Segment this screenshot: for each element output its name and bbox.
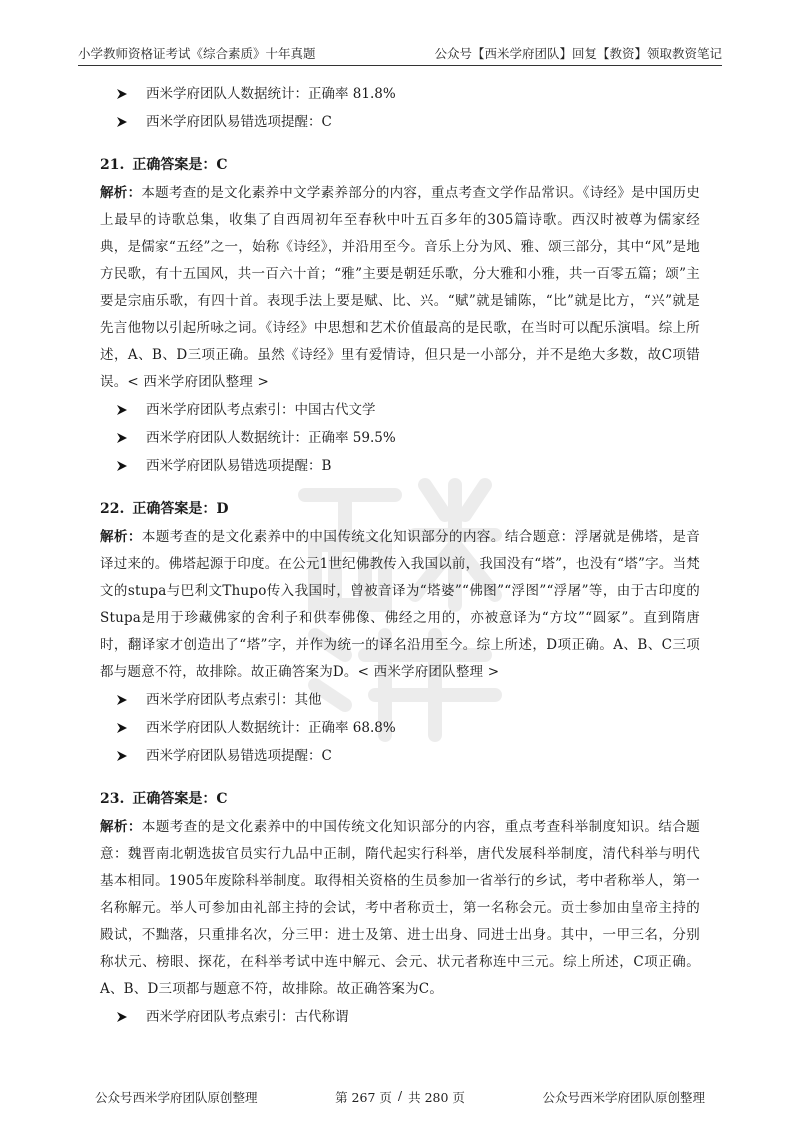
arrow-bullet-icon [116,88,128,100]
arrow-bullet-icon [116,460,128,472]
arrow-bullet-icon [116,404,128,416]
bullet-item [100,424,700,452]
bullet-item [100,80,700,108]
arrow-bullet-icon [116,694,128,706]
bullet-text: 西米学府团队易错选项提醒：C [146,113,332,130]
bullet-text: 西米学府团队人数据统计：正确率 59.5% [146,429,396,446]
bullet-text: 西米学府团队考点索引：古代称谓 [146,1008,349,1025]
arrow-bullet-icon [116,722,128,734]
header-left-title: 小学教师资格证考试《综合素质》十年真题 [78,46,316,61]
bullet-item [100,742,700,770]
bullet-text: 西米学府团队人数据统计：正确率 81.8% [146,85,396,102]
arrow-bullet-icon [116,750,128,762]
bullet-item [100,452,700,480]
q22-analysis-label: 解析： [100,529,142,545]
q21-analysis [100,180,700,396]
q23-analysis-text: 本题考查的是文化素养中的中国传统文化知识部分的内容，重点考查科举制度知识。结合题意：魏晋南北朝选拔官员实行九品中正制，隋代起实行科举，唐代发展科举制度，清代科举与明代基本相同。1905年废除科举制度。取得相关资格的生员参加一省举行的乡试，考中者称举人，第一名称解元。举人可参加由礼部主持的会试，考中者称贡士，第一名称会元。贡士参加由皇帝主持的殿试，不黜落，只重排名次，分三甲：进士及第、进士出身、同进士出身。其中，一甲三名，分别称状元、榜眼、探花，在科举考试中连中解元、会元、状元者称连中三元。综上所述，C项正确。A、B、D三项都与题意不符，故排除。故正确答案为C。 [100,819,701,997]
arrow-bullet-icon [116,1011,128,1023]
q23-analysis [100,814,700,1003]
bullet-text: 西米学府团队易错选项提醒：C [146,747,332,764]
q21-analysis-label: 解析： [100,185,142,201]
bullet-item [100,686,700,714]
q23-answer: 正确答案是：C [132,790,228,807]
page-separator: / [397,1088,403,1103]
arrow-bullet-icon [116,432,128,444]
bullet-text: 西米学府团队易错选项提醒：B [146,457,332,474]
footer-right: 公众号西米学府团队原创整理 [542,1090,705,1105]
q22-analysis-text: 本题考查的是文化素养中的中国传统文化知识部分的内容。结合题意：浮屠就是佛塔，是音译过来的。佛塔起源于印度。在公元1世纪佛教传入我国以前，我国没有“塔”，也没有“塔”字。当梵文的stupa与巴利文Thupo传入我国时，曾被音译为“塔婆”“佛图”“浮图”“浮屠”等，由于古印度的Stupa是用于珍藏佛家的舍利子和供奉佛像、佛经之用的，亦被意译为“方坟”“圆冢”。直到隋唐时，翻译家才创造出了“塔”字，并作为统一的译名沿用至今。综上所述，D项正确。A、B、C三项都与题意不符，故排除。故正确答案为D。< 西米学府团队整理 > [100,529,701,680]
bullet-text: 西米学府团队人数据统计：正确率 68.8% [146,719,396,736]
page-number [335,1088,465,1106]
bullet-text: 西米学府团队考点索引：其他 [146,691,322,708]
bullet-item [100,714,700,742]
bullet-item [100,396,700,424]
q23-answer-heading [100,784,700,814]
q22-answer: 正确答案是：D [132,500,229,517]
q21-answer: 正确答案是：C [132,156,228,173]
q23-number: 23. [100,790,125,807]
q21-number: 21. [100,156,125,173]
page-footer [95,1088,705,1106]
q23-analysis-label: 解析： [100,819,142,835]
q21-answer-heading [100,150,700,180]
page-header [78,38,722,66]
q21-analysis-text: 本题考查的是文化素养中文学素养部分的内容，重点考查文学作品常识。《诗经》是中国历史上最早的诗歌总集，收集了自西周初年至春秋中叶五百多年的305篇诗歌。西汉时被尊为儒家经典，是儒家“五经”之一，始称《诗经》，并沿用至今。音乐上分为风、雅、颂三部分，其中“风”是地方民歌，有十五国风，共一百六十首；“雅”主要是朝廷乐歌，分大雅和小雅，共一百零五篇；颂”主要是宗庙乐歌，有四十首。表现手法上要是赋、比、兴。“赋”就是铺陈，“比”就是比方，“兴”就是先言他物以引起所咏之词。《诗经》中思想和艺术价值最高的是民歌，在当时可以配乐演唱。综上所述，A、B、D三项正确。虽然《诗经》里有爱情诗，但只是一小部分，并不是绝大多数，故C项错误。< 西米学府团队整理 > [100,185,700,390]
page-content [100,80,700,1031]
q22-number: 22. [100,500,125,517]
page-current: 第 267 页 [335,1090,392,1105]
page-total: 共 280 页 [408,1090,465,1105]
header-right-notice: 公众号【西米学府团队】回复【教资】领取教资笔记 [434,46,722,61]
bullet-item [100,108,700,136]
footer-left: 公众号西米学府团队原创整理 [95,1090,258,1105]
bullet-item [100,1003,700,1031]
arrow-bullet-icon [116,116,128,128]
q22-analysis [100,524,700,686]
bullet-text: 西米学府团队考点索引：中国古代文学 [146,401,376,418]
q22-answer-heading [100,494,700,524]
